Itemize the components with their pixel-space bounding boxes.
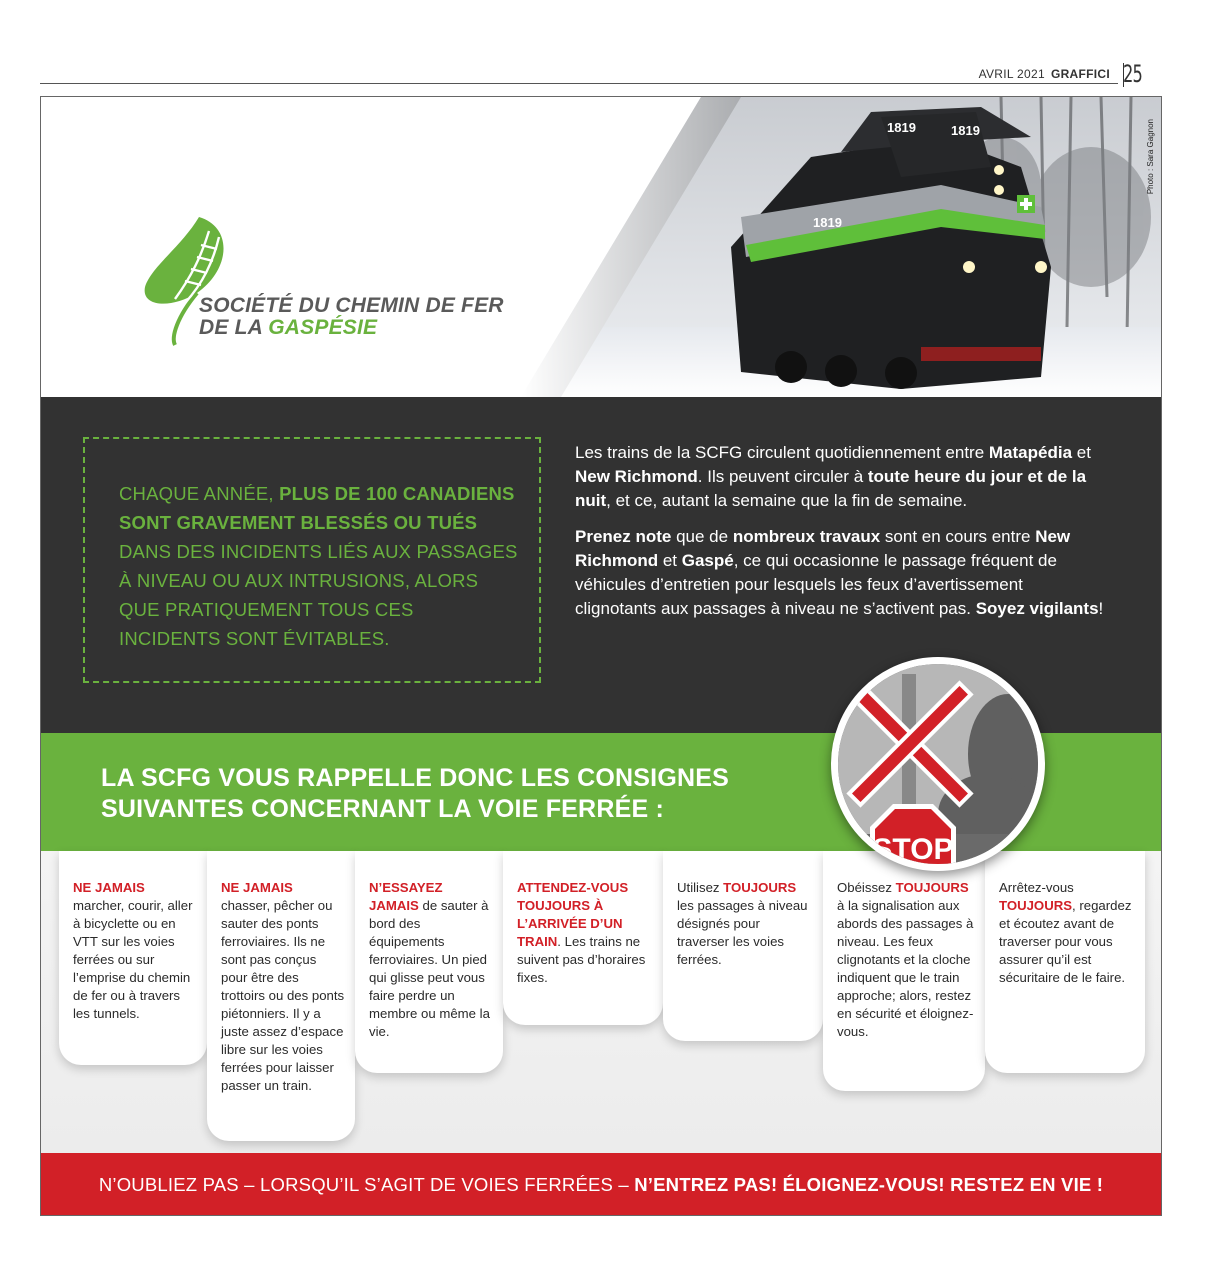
rule-card-text: les passages à niveau désignés pour traverser les voies ferrées. [677,898,808,967]
rule-card-bridges [207,851,355,1141]
issue-date: AVRIL 2021 [978,67,1045,81]
rule-card-highlight: TOUJOURS [999,898,1073,913]
rule-card-highlight: NE JAMAIS [221,880,293,895]
closing-banner [41,1153,1161,1216]
rule-card-stop-look [985,851,1145,1073]
intro-paragraph-schedule [575,441,1105,513]
photo-credit: Photo : Sara Gagnon [1146,119,1155,195]
rule-card-text: chasser, pêcher ou sauter des ponts ferroviaires. Ils ne sont pas conçus pour être des trottoirs ou des ponts piétonniers. Il y a juste assez d’espace libre sur les voies ferrées pour laisser passer un train. [221,898,345,1093]
rule-card-highlight: N’ESSAYEZ JAMAIS [369,880,443,913]
svg-text:1819: 1819 [813,215,842,230]
intro-emphasis: New Richmond [575,467,698,486]
header-rule [40,83,1118,84]
statistic-text [119,479,519,653]
rule-card-expect-train [503,851,663,1025]
stop-sign-text: STOP [872,833,954,864]
svg-text:1819: 1819 [951,123,980,138]
intro-text [575,441,1105,621]
rule-card-boarding [355,851,503,1073]
statistic-part1: CHAQUE ANNÉE, [119,483,280,504]
rule-card-pre: Obéissez [837,880,896,895]
intro-run: , et ce, autant la semaine que la fin de semaine. [606,491,968,510]
rule-card-crossings [663,851,823,1041]
logo-line2-prefix: DE LA [199,316,269,339]
intro-emphasis: New Richmond [575,527,1071,570]
rule-card-highlight: ATTENDEZ-VOUS TOUJOURS À L’ARRIVÉE D’UN TRAIN [517,880,629,949]
intro-run: ! [1098,599,1104,618]
rule-card-highlight: TOUJOURS [723,880,797,895]
closing-banner-bold: N’ENTREZ PAS! ÉLOIGNEZ-VOUS! RESTEZ EN VIE ! [634,1174,1104,1195]
intro-emphasis: toute heure du jour et de la nuit [575,467,1087,510]
svg-text:1819: 1819 [887,120,916,135]
rule-card-text: , regardez et écoutez avant de traverser pour vous assurer qu’il est sécuritaire de le faire. [999,898,1132,985]
statistic-callout [83,437,541,683]
intro-run: et [658,551,682,570]
rules-area [41,851,1161,1153]
logo-line2 [199,317,504,339]
statistic-highlight: PLUS DE 100 CANADIENS SONT GRAVEMENT BLESSÉS OU TUÉS [119,483,515,533]
closing-banner-text: N’OUBLIEZ PAS – LORSQU’IL S’AGIT DE VOIES FERRÉES – [98,1174,635,1195]
intro-emphasis: Matapédia [988,443,1073,462]
reminder-title-line1: LA SCFG VOUS RAPPELLE DONC LES CONSIGNES [101,764,729,792]
logo-line2-highlight: GASPÉSIE [268,316,378,339]
railway-crossing-icon [838,664,1038,864]
rule-card-text: . Les trains ne suivent pas d’horaires fixes. [517,934,646,985]
rule-card-highlight: NE JAMAIS [73,880,145,895]
rule-card-highlight: TOUJOURS [895,880,969,895]
rule-card-text: à la signalisation aux abords des passages à niveau. Les feux clignotants et la cloche indiquent que le train approche; alors, restez en sécurité et éloignez-vous. [837,898,974,1039]
page-number: 25 [1122,60,1142,88]
intro-emphasis: Soyez vigilants [975,599,1099,618]
logo-line1: SOCIÉTÉ DU CHEMIN DE FER [199,294,504,317]
page-header [40,60,1162,90]
rule-card-signals [823,851,985,1091]
rule-card-text: marcher, courir, aller à bicyclette ou en VTT sur les voies ferrées ou sur l’emprise du chemin de fer ou à travers les tunnels. [73,898,193,1021]
intro-run: que de [671,527,733,546]
company-logo-text [199,295,504,339]
intro-paragraph-works [575,525,1105,621]
publication-name: GRAFFICI [1050,67,1110,81]
rule-card-pre: Utilisez [677,880,724,895]
intro-run: , ce qui occasionne le passage fréquent de véhicules d’entretien pour lesquels les feux d’avertissement clignotants aux passages à niveau ne s’activent pas. [575,551,1057,618]
hero-banner [41,97,1161,397]
header-meta [979,67,1110,81]
rule-card-text: de sauter à bord des équipements ferroviaires. Un pied qui glisse peut vous faire perdre un membre ou même la vie. [369,898,490,1039]
reminder-title [101,763,729,825]
advertisement [40,96,1162,1216]
statistic-part2: DANS DES INCIDENTS LIÉS AUX PASSAGES À NIVEAU OU AUX INTRUSIONS, ALORS QUE PRATIQUEMENT TOUS CES INCIDENTS SONT ÉVITABLES. [119,541,518,649]
intro-run: et [1072,443,1091,462]
intro-run: . Ils peuvent circuler à [697,467,868,486]
rule-card-walking [59,851,207,1065]
railway-crossing-photo [831,657,1045,871]
rule-card-pre: Arrêtez-vous [999,880,1074,895]
intro-run: sont en cours entre [880,527,1036,546]
intro-emphasis: Prenez note [575,527,672,546]
intro-emphasis: Gaspé [681,551,734,570]
intro-run: Les trains de la SCFG circulent quotidiennement entre [575,443,989,462]
intro-emphasis: nombreux travaux [732,527,881,546]
reminder-title-line2: SUIVANTES CONCERNANT LA VOIE FERRÉE : [101,795,664,823]
